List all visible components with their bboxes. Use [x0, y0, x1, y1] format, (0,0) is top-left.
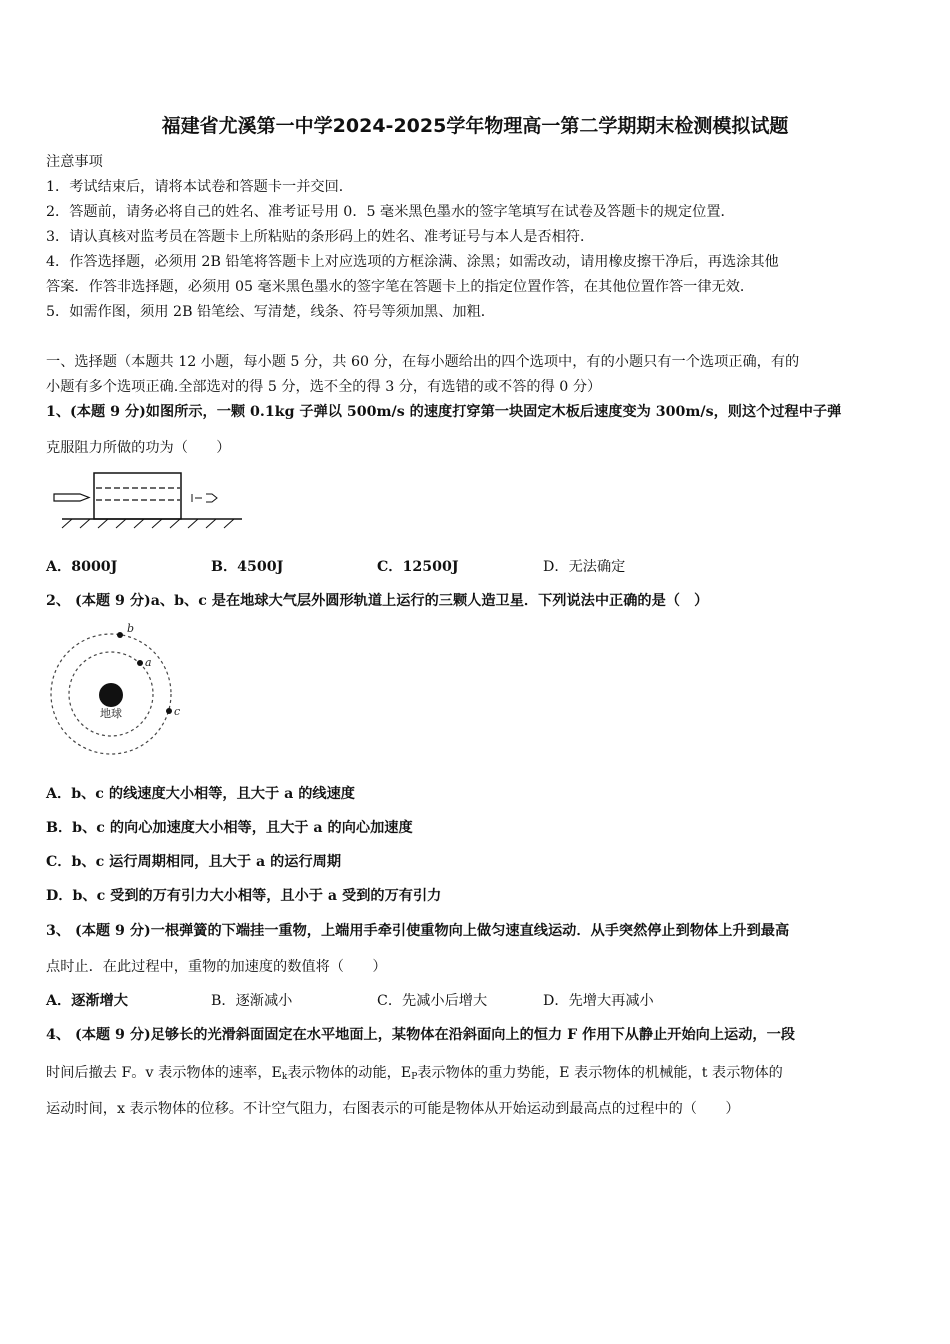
q3-stem-2: 点时止．在此过程中，重物的加速度的数值将（ ）	[46, 959, 387, 975]
q2-stem: 2、 (本题 9 分)a、b、c 是在地球大气层外圆形轨道上运行的三颗人造卫星．下列说法中正确的是（ ）	[46, 593, 709, 609]
q2-satellite-orbit-figure	[48, 620, 188, 755]
wooden-board	[94, 473, 181, 519]
q1-option-c[interactable]: C．12500J	[377, 559, 459, 575]
q4-stem-2-part-c: 表示物体的重力势能，E 表示物体的机械能，t 表示物体的	[417, 1065, 783, 1081]
q4-stem-3: 运动时间，x 表示物体的位移。不计空气阻力，右图表示的可能是物体从开始运动到最高点的过程中的（ ）	[46, 1101, 740, 1117]
q4-stem-1: 4、 (本题 9 分)足够长的光滑斜面固定在水平地面上，某物体在沿斜面向上的恒力 F 作用下从静止开始向上运动，一段	[46, 1027, 795, 1043]
q3-stem-1: 3、 (本题 9 分)一根弹簧的下端挂一重物，上端用手牵引使重物向上做匀速直线运动．从手突然停止到物体上升到最高	[46, 923, 790, 939]
satellite-b-dot	[117, 632, 123, 638]
q4-stem-2	[46, 1063, 783, 1087]
earth-label: 地球	[100, 707, 122, 720]
q4-subscript-p: P	[411, 1072, 418, 1082]
q3-option-d[interactable]: D．先增大再减小	[543, 993, 654, 1009]
bullet-shape	[54, 494, 89, 501]
notice-item-1: 1．考试结束后，请将本试卷和答题卡一并交回．	[46, 179, 353, 195]
q2-option-d[interactable]: D．b、c 受到的万有引力大小相等，且小于 a 受到的万有引力	[46, 888, 442, 904]
section1-instructions-2: 小题有多个选项正确.全部选对的得 5 分，选不全的得 3 分，有选错的或不答的得 0 分）	[46, 379, 602, 395]
q1-option-b[interactable]: B．4500J	[211, 559, 284, 575]
notice-item-4-cont: 答案．作答非选择题，必须用 05 毫米黑色墨水的签字笔在答题卡上的指定位置作答，在其他位置作答一律无效．	[46, 279, 755, 295]
ground-hatch	[62, 519, 234, 528]
satellite-c-dot	[166, 708, 172, 714]
q4-stem-2-part-a: 时间后撤去 F。v 表示物体的速率，E	[46, 1065, 282, 1081]
q3-option-c[interactable]: C．先减小后增大	[377, 993, 488, 1009]
q3-option-b[interactable]: B．逐渐减小	[211, 993, 293, 1009]
q1-option-a[interactable]: A．8000J	[46, 559, 118, 575]
notice-item-5: 5．如需作图，须用 2B 铅笔绘、写清楚，线条、符号等须加黑、加粗．	[46, 304, 495, 320]
q1-bullet-board-figure	[52, 470, 247, 530]
satellite-b-label: b	[127, 622, 135, 635]
q2-option-a[interactable]: A．b、c 的线速度大小相等，且大于 a 的线速度	[46, 786, 355, 802]
q4-stem-2-part-b: 表示物体的动能，E	[287, 1065, 412, 1081]
exit-bullet-shape	[192, 494, 217, 502]
q3-option-a[interactable]: A．逐渐增大	[46, 993, 128, 1009]
q1-stem-1: 1、(本题 9 分)如图所示，一颗 0.1kg 子弹以 500m/s 的速度打穿第一块固定木板后速度变为 300m/s，则这个过程中子弹	[46, 404, 842, 420]
q1-stem-2: 克服阻力所做的功为（ ）	[46, 440, 231, 456]
section1-instructions-1: 一、选择题（本题共 12 小题，每小题 5 分，共 60 分，在每小题给出的四个选项中，有的小题只有一个选项正确，有的	[46, 354, 800, 370]
page-title: 福建省尤溪第一中学2024-2025学年物理高一第二学期期末检测模拟试题	[161, 115, 789, 137]
earth-disk	[99, 683, 123, 707]
notice-item-3: 3．请认真核对监考员在答题卡上所粘贴的条形码上的姓名、准考证号与本人是否相符．	[46, 229, 595, 245]
notice-item-4: 4．作答选择题，必须用 2B 铅笔将答题卡上对应选项的方框涂满、涂黑；如需改动，请用橡皮擦干净后，再选涂其他	[46, 254, 779, 270]
notice-item-2: 2．答题前，请务必将自己的姓名、准考证号用 0．5 毫米黑色墨水的签字笔填写在试卷及答题卡的规定位置．	[46, 204, 735, 220]
satellite-c-label: c	[174, 705, 181, 718]
satellite-a-dot	[137, 660, 143, 666]
q2-option-c[interactable]: C．b、c 运行周期相同，且大于 a 的运行周期	[46, 854, 342, 870]
q1-option-d[interactable]: D．无法确定	[543, 559, 626, 575]
satellite-a-label: a	[145, 656, 152, 669]
q2-option-b[interactable]: B．b、c 的向心加速度大小相等，且大于 a 的向心加速度	[46, 820, 413, 836]
notice-heading: 注意事项	[46, 154, 103, 170]
q4-subscript-k: k	[281, 1072, 288, 1082]
